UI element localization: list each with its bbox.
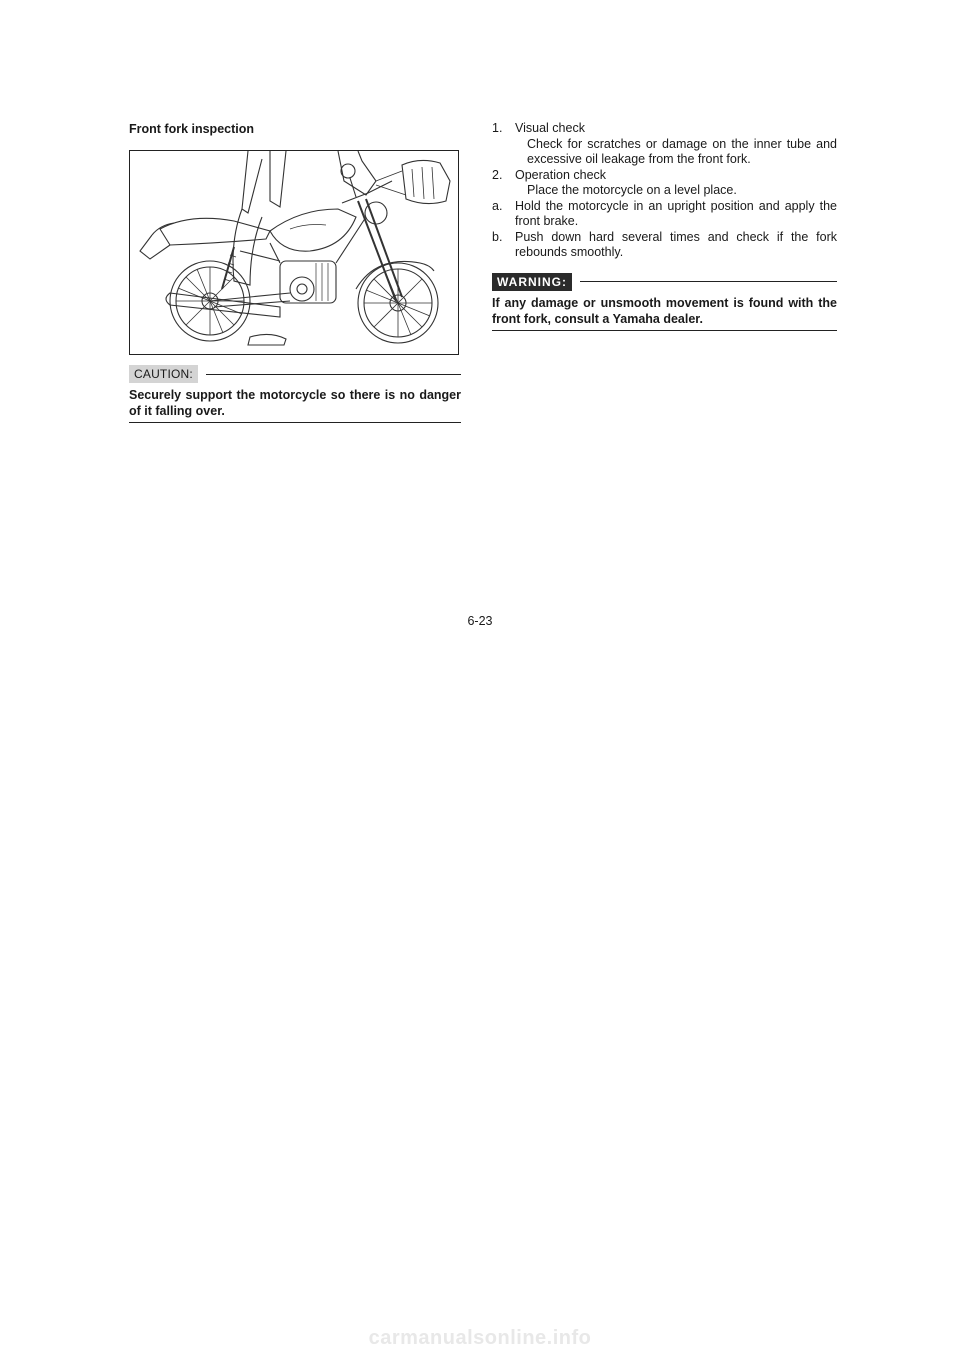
left-column xyxy=(129,121,461,423)
caution-text: Securely support the motorcycle so there is no danger of it falling over. xyxy=(129,387,461,423)
warning-header xyxy=(492,273,837,291)
list-item xyxy=(492,199,837,230)
list-item xyxy=(492,230,837,261)
step-title: Operation check xyxy=(515,167,607,182)
step-title: Push down hard several times and check if the fork rebounds smoothly. xyxy=(515,229,837,259)
caution-rule xyxy=(206,374,461,375)
step-title: Visual check xyxy=(515,121,585,135)
warning-label: WARNING: xyxy=(492,273,572,291)
right-column xyxy=(492,121,837,331)
warning-rule xyxy=(580,281,837,282)
motorcycle-illustration xyxy=(129,150,459,355)
caution-header xyxy=(129,365,461,383)
step-number: 1. xyxy=(492,121,503,135)
section-heading: Front fork inspection xyxy=(129,122,254,136)
list-item xyxy=(492,168,837,199)
step-detail: Place the motorcycle on a level place. xyxy=(527,183,737,197)
step-number: 2. xyxy=(492,167,503,182)
list-item xyxy=(492,121,837,168)
step-number: a. xyxy=(492,198,503,213)
caution-label: CAUTION: xyxy=(129,365,198,383)
warning-text: If any damage or unsmooth movement is found with the front fork, consult a Yamaha dealer. xyxy=(492,295,837,331)
step-number: b. xyxy=(492,229,503,244)
watermark: carmanualsonline.info xyxy=(368,1327,592,1349)
step-detail: Check for scratches or damage on the inner tube and excessive oil leakage from the front fork. xyxy=(527,136,837,166)
step-title: Hold the motorcycle in an upright position and apply the front brake. xyxy=(515,198,837,228)
inspection-steps xyxy=(492,121,837,261)
page-number: 6-23 xyxy=(467,614,493,628)
